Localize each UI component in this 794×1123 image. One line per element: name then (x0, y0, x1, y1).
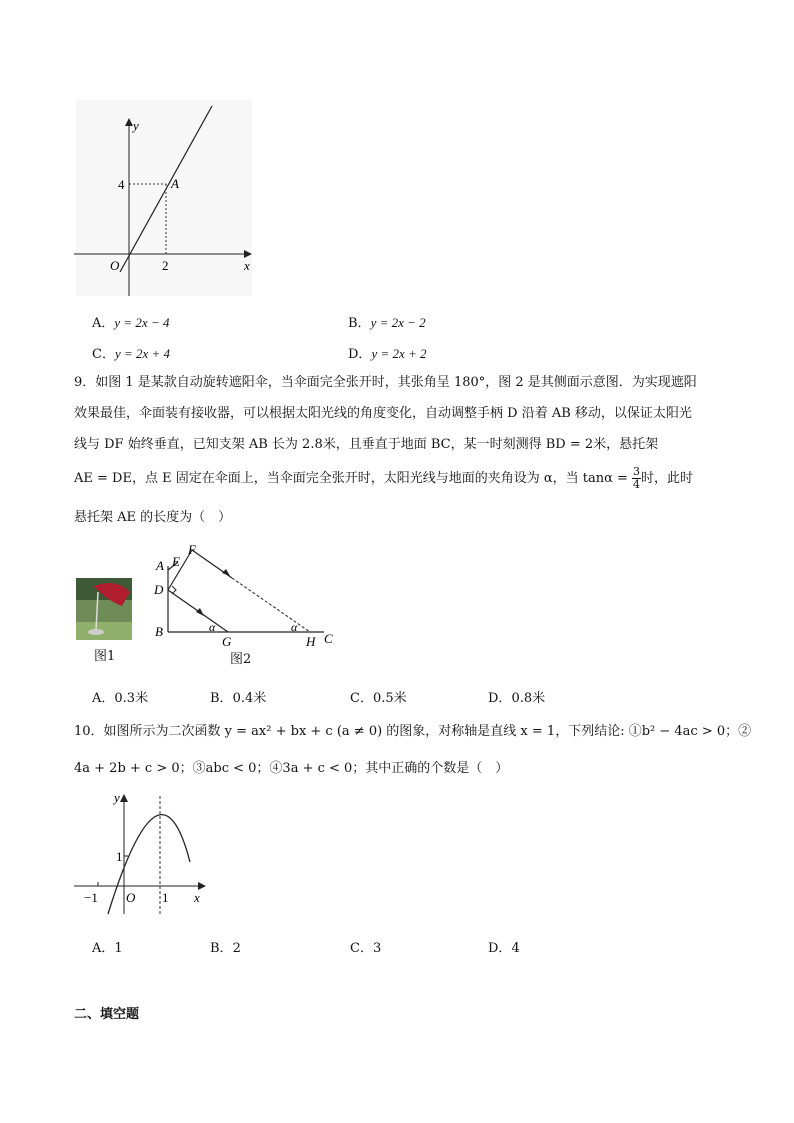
fig1-caption: 图1 (94, 649, 116, 664)
q8-origin: O (110, 258, 120, 273)
section-heading: 二、填空题 (74, 1007, 140, 1022)
q10-option-a[interactable]: A．1 (92, 941, 123, 956)
q8-x-label: x (244, 258, 250, 273)
q8-y-tick: 4 (118, 177, 125, 192)
q9-line-2: 效果最佳，伞面装有接收器，可以根据太阳光线的角度变化，自动调整手柄 D 沿着 AB 移动，以保证太阳光 (74, 406, 692, 421)
q10-graph (70, 786, 220, 916)
svg-text:x: x (194, 890, 200, 905)
q8-option-b[interactable]: B．y = 2x − 2 (348, 315, 426, 331)
svg-text:α: α (291, 620, 298, 634)
q9-option-a[interactable]: A．0.3米 (92, 691, 149, 706)
umbrella-photo (76, 578, 132, 640)
svg-text:1: 1 (162, 890, 169, 905)
tan-fraction: $\frac{3}{4}$ (633, 465, 641, 491)
svg-text:O: O (126, 890, 136, 905)
svg-text:1: 1 (116, 849, 123, 864)
svg-text:E: E (172, 554, 180, 569)
q10-option-b[interactable]: B．2 (210, 941, 241, 956)
q9-option-d[interactable]: D．0.8米 (488, 691, 546, 706)
fig2-diagram (150, 540, 340, 650)
svg-text:A: A (156, 558, 164, 573)
q10-line-1: 10．如图所示为二次函数 y = ax² + bx + c (a ≠ 0) 的图象，对称轴是直线 x = 1，下列结论: ①b² − 4ac > 0；② (74, 724, 752, 739)
svg-text:F: F (188, 542, 196, 557)
q10-line-2: 4a + 2b + c > 0；③abc < 0；④3a + c < 0；其中正确的个数是（ ） (74, 761, 509, 776)
svg-text:B: B (155, 624, 163, 639)
q8-option-d[interactable]: D．y = 2x + 2 (348, 346, 427, 362)
q8-option-c[interactable]: C．y = 2x + 4 (92, 346, 171, 362)
svg-text:−1: −1 (84, 890, 98, 905)
svg-text:α: α (209, 620, 216, 634)
svg-text:y: y (114, 790, 120, 805)
svg-text:G: G (222, 634, 232, 649)
q9-line-4: AE = DE，点 E 固定在伞面上，当伞面完全张开时，太阳光线与地面的夹角设为 α，当 tanα = $\frac{3}{4}$ 时，此时 (74, 465, 694, 491)
svg-text:D: D (154, 582, 164, 597)
q8-point-a: A (171, 176, 179, 191)
q9-line-1: 9．如图 1 是某款自动旋转遮阳伞，当伞面完全张开时，其张角呈 180°，图 2 是其侧面示意图．为实现遮阳 (74, 375, 697, 390)
q9-line-3: 线与 DF 始终垂直，已知支架 AB 长为 2.8米，且垂直于地面 BC，某一时刻测得 BD = 2米，悬托架 (74, 437, 659, 452)
q9-option-c[interactable]: C．0.5米 (350, 691, 407, 706)
q10-option-d[interactable]: D．4 (488, 941, 520, 956)
fig2-caption: 图2 (230, 652, 252, 667)
q10-option-c[interactable]: C．3 (350, 941, 382, 956)
svg-text:C: C (324, 631, 333, 646)
q9-line-5: 悬托架 AE 的长度为（ ） (74, 510, 232, 525)
svg-text:H: H (306, 634, 316, 649)
q8-x-tick: 2 (162, 258, 169, 273)
q8-option-a[interactable]: A．y = 2x − 4 (92, 315, 170, 331)
q8-graph (70, 100, 260, 300)
q8-y-label: y (133, 118, 139, 133)
q9-option-b[interactable]: B．0.4米 (210, 691, 267, 706)
